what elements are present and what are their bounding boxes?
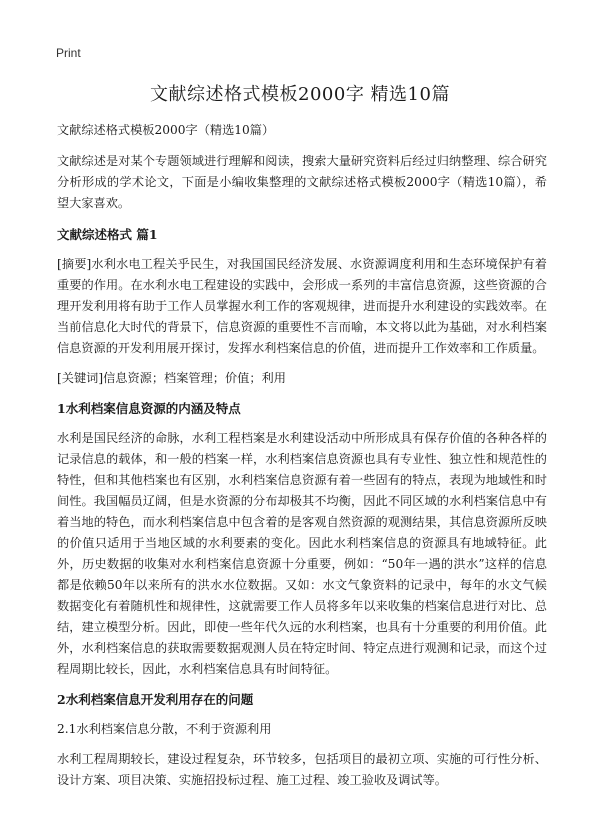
- document-body: [57, 120, 547, 791]
- document-title: 文献综述格式模板2000字 精选10篇: [150, 84, 450, 105]
- heading-2: 2水利档案信息开发利用存在的问题: [57, 692, 254, 707]
- abstract-paragraph: [摘要]水利水电工程关乎民生，对我国国民经济发展、水资源调度利用和生态环境保护有着重要的作用。在水利水电工程建设的实践中，会形成一系列的丰富信息资源，这些资源的合理开发利用将有助于工作人员掌握水利工作的客观规律，进而提升水利建设的实践效率。在当前信息化大时代的背景下，信息资源的重要性不言而喻，本文将以此为基础，对水利档案信息资源的开发利用展开探讨，发挥水利档案信息的价值，进而提升工作效率和工作质量。: [57, 257, 547, 355]
- intro-paragraph: 文献综述是对某个专题领域进行理解和阅读，搜索大量研究资料后经过归纳整理、综合研究分析形成的学术论文，下面是小编收集整理的文献综述格式模板2000字（精选10篇），希望大家喜欢。: [57, 154, 547, 210]
- keywords-paragraph: [关键词]信息资源；档案管理；价值；利用: [57, 371, 286, 385]
- section-heading: 文献综述格式 篇1: [57, 227, 158, 242]
- paragraph-1: 水利是国民经济的命脉，水利工程档案是水利建设活动中所形成具有保存价值的各种各样的记录信息的载体，和一般的档案一样，水利档案信息资源也具有专业性、独立性和规范性的特性，但和其他档案也有区别，水利档案信息资源有着一些固有的特点，表现为地域性和时间性。我国幅员辽阔，但是水资源的分布却极其不均衡，因此不同区域的水利档案信息中有着当地的特色，而水利档案信息中包含着的是客观自然资源的观测结果，其信息资源所反映的价值只适用于当地区域的水利要素的变化。因此水利档案信息的资源具有地域特征。此外，历史数据的收集对水利档案信息资源十分重要，例如：“50年一遇的洪水”这样的信息都是依赖50年以来所有的洪水水位数据。又如：水文气象资料的记录中，每年的水文气候数据变化有着随机性和规律性，这就需要工作人员将多年以来收集的档案信息进行对比、总结，建立模型分析。因此，即使一些年代久远的水利档案，也具有十分重要的利用价值。此外，水利档案信息的获取需要数据观测人员在特定时间、特定点进行观测和记录，而这个过程周期比较长，因此，水利档案信息具有时间特征。: [57, 431, 547, 676]
- subheading-2-1: 2.1水利档案信息分散，不利于资源利用: [57, 722, 272, 736]
- print-label: Print: [56, 46, 81, 60]
- paragraph-2: 水利工程周期较长，建设过程复杂，环节较多，包括项目的最初立项、实施的可行性分析、设计方案、项目决策、实施招投标过程、施工过程、竣工验收及调试等。: [57, 752, 547, 787]
- heading-1: 1水利档案信息资源的内涵及特点: [57, 401, 241, 416]
- document-subtitle: 文献综述格式模板2000字（精选10篇）: [57, 123, 275, 137]
